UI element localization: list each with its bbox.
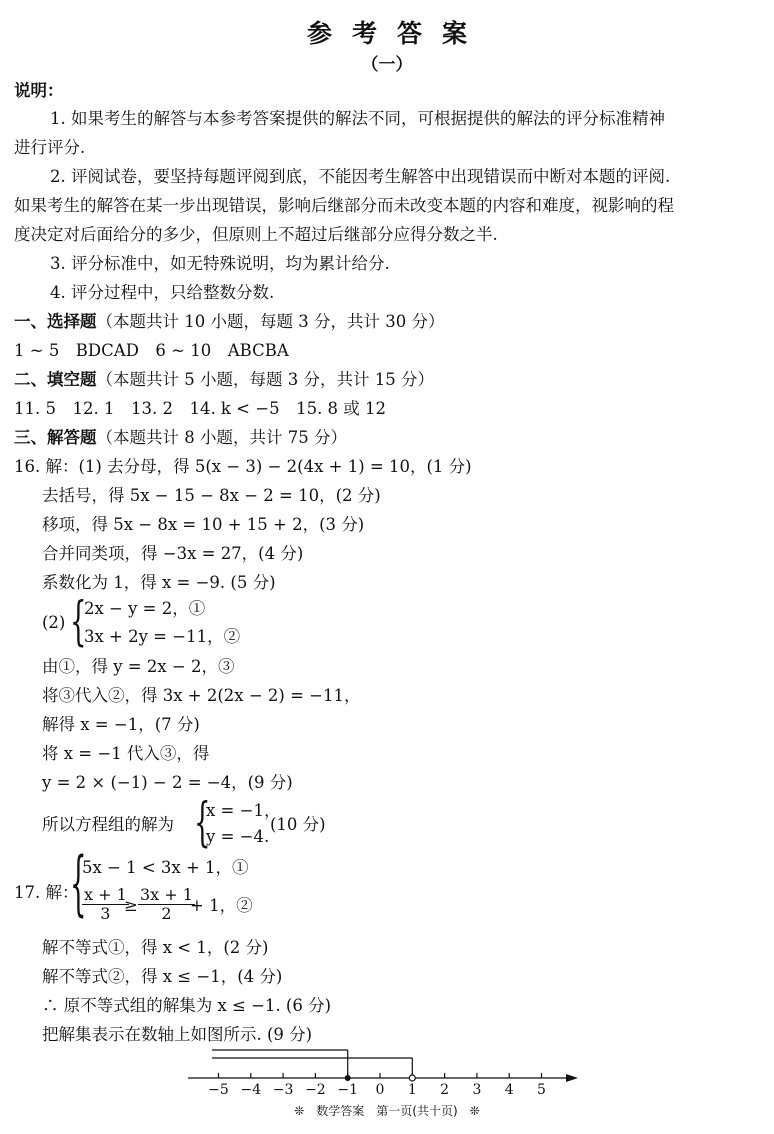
q17-frac-2	[138, 886, 195, 923]
q16-system-eq2: 3x + 2y = −11，②	[84, 627, 241, 646]
number-line-tick-label: −1	[337, 1082, 359, 1098]
q17-frac-1-den: 3	[100, 904, 111, 923]
q16-system-eq1: 2x − y = 2，①	[84, 599, 206, 618]
q17-system-brace: {	[70, 843, 87, 925]
number-line	[0, 1048, 774, 1098]
note-2c: 度决定对后面给分的多少，但原则上不超过后继部分应得分数之半.	[14, 225, 498, 244]
q16-line-10: y = 2 × (−1) − 2 = −4，(9 分)	[42, 773, 293, 792]
number-line-tick-label: −5	[208, 1082, 229, 1098]
q17-line-3: ∴ 原不等式组的解集为 x ≤ −1. (6 分)	[42, 996, 332, 1015]
number-line-tick-label: 4	[504, 1082, 514, 1098]
q17-ineq-2-tail: + 1，②	[190, 896, 253, 915]
q16-line-9: 将 x = −1 代入③，得	[42, 744, 210, 763]
q16-line-7: 将③代入②，得 3x + 2(2x − 2) = −11，	[42, 686, 361, 705]
q17-label: 17. 解：	[14, 883, 79, 902]
number-line-tick-label: 3	[472, 1082, 482, 1098]
q16-line-3: 移项，得 5x − 8x = 10 + 15 + 2，(3 分)	[42, 515, 365, 534]
note-1b: 进行评分.	[14, 138, 86, 157]
section-1-desc: （本题共计 10 小题，每题 3 分，共计 30 分）	[96, 312, 445, 331]
note-2b: 如果考生的解答在某一步出现错误，影响后继部分而未改变本题的内容和难度，视影响的程	[14, 196, 674, 215]
number-line-tick-label: −2	[305, 1082, 326, 1098]
q17-frac-2-num: 3x + 1	[140, 885, 193, 904]
section-3-title: 三、解答题	[14, 428, 97, 447]
section-1-title: 一、选择题	[14, 312, 97, 331]
q17-ineq-1: 5x − 1 < 3x + 1，①	[82, 858, 249, 877]
section-3-desc: （本题共计 8 小题，共计 75 分）	[96, 428, 347, 447]
number-line-tick-label: 0	[375, 1082, 385, 1098]
section-2-answers: 11. 5 12. 1 13. 2 14. k < −5 15. 8 或 12	[14, 399, 387, 418]
note-3: 3. 评分标准中，如无特殊说明，均为累计给分.	[50, 254, 390, 273]
q16-line-1: 16. 解：(1) 去分母，得 5(x − 3) − 2(4x + 1) = 10，(1 分)	[14, 457, 472, 476]
q17-line-1: 解不等式①，得 x < 1，(2 分)	[42, 938, 269, 957]
page-footer: ❊ 数学答案 第一页(共十页) ❊	[294, 1104, 480, 1118]
q16-system-brace: {	[70, 592, 87, 652]
section-2-desc: （本题共计 5 小题，每题 3 分，共计 15 分）	[96, 370, 434, 389]
page-title: 参考答案	[306, 19, 487, 48]
closed-point-marker	[345, 1075, 351, 1081]
q16-solution-prefix: 所以方程组的解为	[42, 815, 174, 834]
q17-ge-sign: ≥	[124, 896, 138, 915]
q16-line-4: 合并同类项，得 −3x = 27，(4 分)	[42, 544, 304, 563]
q16-part2-label: (2)	[42, 613, 66, 632]
q16-solution-y: y = −4.	[206, 827, 270, 846]
section-1-heading	[14, 311, 444, 333]
page-subtitle: （一）	[361, 55, 413, 75]
q16-solution-brace: {	[194, 793, 211, 853]
note-heading: 说明：	[14, 81, 64, 100]
section-3-heading	[14, 427, 347, 449]
note-4: 4. 评分过程中，只给整数分数.	[50, 283, 275, 302]
q16-line-8: 解得 x = −1，(7 分)	[42, 715, 200, 734]
q16-solution-score: (10 分)	[270, 815, 326, 834]
number-line-tick-label: −3	[272, 1082, 294, 1098]
q17-frac-1-num: x + 1	[84, 885, 127, 904]
q17-frac-1	[82, 886, 129, 923]
number-line-arrow	[566, 1074, 578, 1082]
section-2-title: 二、填空题	[14, 370, 97, 389]
note-1a: 1. 如果考生的解答与本参考答案提供的解法不同，可根据提供的解法的评分标准精神	[50, 109, 665, 128]
q16-line-2: 去括号，得 5x − 15 − 8x − 2 = 10，(2 分)	[42, 486, 381, 505]
number-line-tick-label: 5	[537, 1082, 546, 1098]
q16-line-6: 由①，得 y = 2x − 2，③	[42, 657, 235, 676]
note-2a: 2. 评阅试卷，要坚持每题评阅到底，不能因考生解答中出现错误而中断对本题的评阅.	[50, 167, 671, 186]
q16-line-5: 系数化为 1，得 x = −9. (5 分)	[42, 573, 276, 592]
number-line-tick-label: −4	[240, 1082, 262, 1098]
section-1-answers: 1 ~ 5 BDCAD 6 ~ 10 ABCBA	[14, 341, 289, 360]
number-line-tick-label: 1	[407, 1082, 417, 1098]
q17-line-4: 把解集表示在数轴上如图所示. (9 分)	[42, 1025, 313, 1044]
open-point-marker	[409, 1075, 415, 1081]
q17-line-2: 解不等式②，得 x ≤ −1，(4 分)	[42, 967, 283, 986]
q16-solution-x: x = −1，	[206, 801, 281, 820]
q17-frac-2-den: 2	[161, 904, 172, 923]
section-2-heading	[14, 369, 434, 391]
number-line-tick-label: 2	[440, 1082, 450, 1098]
